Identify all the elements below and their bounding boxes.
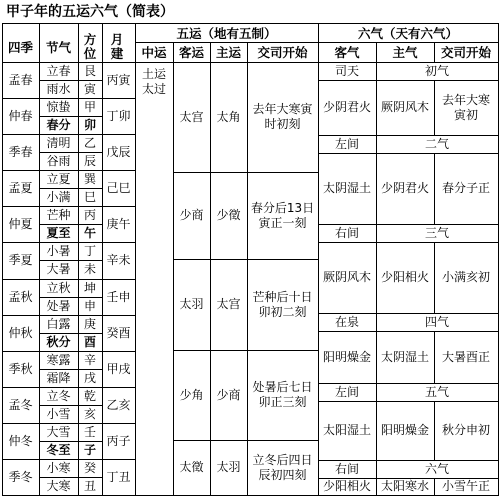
solar-term-cell: 清明 — [46, 135, 71, 150]
month-cell: 戊辰 — [106, 144, 131, 159]
solar-term-cell: 立秋 — [46, 280, 71, 295]
direction-cell: 亥 — [83, 406, 96, 421]
direction-cell: 辛 — [83, 352, 96, 367]
direction-cell: 辰 — [83, 153, 96, 168]
header-zhongyun: 中运 — [141, 44, 167, 60]
solar-term-cell: 秋分 — [46, 334, 71, 349]
keyun-cell: 太羽 — [179, 297, 204, 311]
liuqi-start-cell — [434, 153, 498, 224]
season-cell: 孟夏 — [8, 180, 33, 195]
season-cell: 孟秋 — [8, 289, 33, 304]
header-jiaosi-kaishi: 交司开始 — [257, 44, 308, 60]
keqi-cell: 少阴君火 — [322, 100, 371, 114]
header-solar-term: 节气 — [45, 39, 71, 55]
solar-term-cell: 立冬 — [46, 388, 71, 403]
wuyun-start-cell — [247, 259, 318, 350]
zhuqi-cell: 厥阴风木 — [380, 100, 429, 114]
keqi-cell: 太阳湿土 — [322, 423, 371, 437]
solar-term-cell: 处暑 — [46, 298, 71, 313]
wuyun-start-cell-line: 去年大寒寅 — [252, 102, 313, 116]
qi-position-cell: 在泉 — [334, 314, 359, 329]
qi-ordinal-cell: 六气 — [424, 461, 449, 476]
solar-term-cell: 小暑 — [46, 243, 71, 258]
direction-cell: 丙 — [83, 207, 96, 222]
header-jiaosi-kaishi-qi: 交司开始 — [440, 44, 491, 60]
solar-term-cell: 寒露 — [46, 352, 71, 367]
header-month: 月建 — [110, 32, 124, 61]
header-wuyun: 五运（地有五制） — [176, 25, 277, 41]
solar-term-cell: 冬至 — [46, 442, 71, 457]
keyun-cell: 少角 — [179, 387, 204, 402]
solar-term-cell: 小雪 — [46, 406, 71, 421]
zhuyun-cell: 太羽 — [216, 460, 241, 474]
solar-term-cell: 立夏 — [46, 171, 71, 186]
direction-cell: 甲 — [83, 99, 96, 114]
zhuyun-cell: 太宫 — [216, 297, 241, 311]
zhuyun-cell: 太角 — [216, 109, 241, 124]
qi-position-cell: 右间 — [334, 225, 359, 240]
season-cell: 季春 — [8, 144, 33, 159]
wuyun-start-cell-line: 时初刻 — [264, 117, 301, 131]
direction-cell: 巳 — [83, 189, 96, 204]
liuqi-start-cell-line: 小雪午正 — [441, 479, 490, 493]
season-cell: 仲夏 — [8, 216, 33, 231]
wuyun-start-cell-line: 春分后13日 — [250, 200, 315, 215]
month-cell: 庚午 — [106, 216, 131, 231]
solar-term-cell: 大寒 — [46, 478, 71, 493]
table-border-top — [2, 23, 499, 24]
direction-cell: 乾 — [83, 388, 96, 403]
wuyun-start-cell-line: 卯初二刻 — [258, 304, 307, 319]
direction-cell: 午 — [83, 225, 96, 240]
table-border-bottom — [2, 495, 499, 496]
liuqi-start-cell — [434, 401, 498, 460]
qi-position-cell: 左间 — [334, 384, 359, 399]
grid-line — [434, 42, 435, 63]
table-border-right — [498, 23, 499, 496]
qi-position-cell: 左间 — [334, 136, 359, 151]
keqi-cell: 太阴湿土 — [322, 181, 371, 195]
solar-term-cell: 小寒 — [46, 460, 71, 475]
grid-line — [376, 42, 377, 63]
table-title: 甲子年的五运六气（简表） — [6, 3, 174, 20]
season-cell: 季夏 — [8, 252, 33, 267]
header-direction: 方位 — [83, 32, 97, 61]
solar-term-cell: 惊蛰 — [46, 99, 71, 114]
direction-cell: 壬 — [83, 424, 96, 439]
liuqi-start-cell-line: 寅初 — [453, 107, 478, 122]
solar-term-cell: 夏至 — [46, 225, 71, 240]
month-cell: 癸酉 — [106, 325, 131, 340]
solar-term-cell: 小满 — [46, 189, 71, 204]
solar-term-cell: 立春 — [46, 63, 71, 78]
wuyun-start-cell-line: 卯正三刻 — [258, 395, 307, 409]
liuqi-start-cell — [434, 242, 498, 313]
direction-cell: 戌 — [83, 370, 96, 385]
season-cell: 仲秋 — [8, 325, 33, 340]
qi-ordinal-cell: 四气 — [424, 314, 449, 329]
wuyun-start-cell-line: 辰初四刻 — [258, 467, 307, 482]
direction-cell: 卯 — [83, 117, 96, 132]
zhuqi-cell: 少阳相火 — [380, 270, 429, 284]
wuyun-start-cell-line: 处暑后七日 — [252, 380, 313, 394]
header-keqi: 客气 — [334, 44, 360, 60]
header-keyun: 客运 — [178, 44, 204, 60]
direction-cell: 酉 — [83, 334, 96, 349]
solar-term-cell: 霜降 — [46, 370, 71, 385]
wuyun-start-cell-line: 立冬后四日 — [252, 452, 313, 467]
zhuyun-cell: 少徵 — [216, 208, 241, 222]
liuqi-start-cell — [434, 80, 498, 135]
qi-ordinal-cell: 五气 — [424, 384, 449, 399]
solar-term-cell: 白露 — [46, 316, 71, 331]
solar-term-cell: 大暑 — [46, 261, 71, 276]
header-liuqi: 六气（天有六气） — [357, 25, 458, 41]
direction-cell: 未 — [83, 261, 96, 276]
direction-cell: 子 — [83, 442, 96, 457]
qi-ordinal-cell: 初气 — [424, 63, 449, 78]
season-cell: 季冬 — [8, 469, 33, 484]
keyun-cell: 少商 — [179, 208, 204, 222]
header-zhuyun: 主运 — [215, 44, 241, 60]
season-cell: 孟冬 — [8, 397, 33, 412]
month-cell: 甲戌 — [106, 361, 131, 376]
month-cell: 丁丑 — [106, 469, 131, 484]
liuqi-start-cell-line: 秋分申初 — [441, 423, 490, 437]
month-cell: 丁卯 — [106, 108, 131, 123]
liuqi-start-cell-line: 去年大寒 — [441, 92, 490, 107]
direction-cell: 丑 — [83, 478, 96, 493]
direction-cell: 乙 — [83, 135, 96, 150]
zhuqi-cell: 太阴湿土 — [380, 349, 429, 364]
zhongyun-cell — [135, 64, 173, 100]
direction-cell: 坤 — [83, 280, 96, 295]
liuqi-start-cell-line: 大暑酉正 — [441, 349, 490, 364]
keyun-cell: 太宫 — [179, 109, 204, 124]
zhongyun-cell-line: 土运 — [141, 67, 166, 81]
zhuyun-cell: 少商 — [216, 387, 241, 402]
wuyun-start-cell-line: 寅正一刻 — [258, 215, 307, 230]
month-cell: 丙子 — [106, 433, 131, 448]
wuyun-start-cell-line: 芒种后十日 — [252, 289, 313, 304]
solar-term-cell: 雨水 — [46, 81, 71, 96]
season-cell: 仲春 — [8, 108, 33, 123]
direction-cell: 丁 — [83, 243, 96, 258]
zhuqi-cell: 阳明燥金 — [380, 423, 429, 437]
wuyun-start-cell — [247, 62, 318, 172]
zhongyun-cell-line: 太过 — [141, 82, 166, 96]
keqi-cell: 厥阴风木 — [322, 270, 371, 284]
qi-ordinal-cell: 二气 — [424, 136, 449, 151]
solar-term-cell: 芒种 — [46, 207, 71, 222]
month-cell: 壬申 — [106, 289, 131, 304]
header-zhuqi: 主气 — [392, 44, 418, 60]
liuqi-start-cell — [434, 331, 498, 383]
qi-ordinal-cell: 三气 — [424, 225, 449, 240]
direction-cell: 寅 — [83, 81, 96, 96]
solar-term-cell: 大雪 — [46, 424, 71, 439]
solar-term-cell: 春分 — [46, 117, 71, 132]
season-cell: 孟春 — [8, 72, 33, 87]
month-cell: 丙寅 — [106, 72, 131, 87]
keqi-cell: 阳明燥金 — [322, 349, 371, 364]
keqi-cell: 少阳相火 — [322, 479, 371, 493]
zhuqi-cell: 太阳寒水 — [380, 479, 429, 493]
season-cell: 仲冬 — [8, 433, 33, 448]
header-season: 四季 — [7, 39, 33, 55]
header-subdivider — [135, 42, 499, 43]
qi-position-cell: 司天 — [334, 63, 359, 78]
qi-position-cell: 右间 — [334, 461, 359, 476]
direction-cell: 艮 — [83, 63, 96, 78]
direction-cell: 巽 — [83, 171, 96, 186]
season-cell: 季秋 — [8, 361, 33, 376]
wuyun-start-cell — [247, 172, 318, 259]
zhuqi-cell: 少阴君火 — [380, 181, 429, 195]
month-cell: 辛未 — [106, 252, 131, 267]
direction-cell: 癸 — [83, 460, 96, 475]
liuqi-start-cell-line: 春分子正 — [441, 181, 490, 195]
wuyun-start-cell — [247, 350, 318, 440]
direction-cell: 庚 — [83, 316, 96, 331]
direction-cell: 申 — [83, 298, 96, 313]
keyun-cell: 太徵 — [179, 460, 204, 474]
liuqi-start-cell — [434, 478, 498, 495]
solar-term-cell: 谷雨 — [46, 153, 71, 168]
month-cell: 己巳 — [106, 180, 131, 195]
liuqi-start-cell-line: 小满亥初 — [441, 270, 490, 284]
wuyun-start-cell — [247, 440, 318, 495]
month-cell: 乙亥 — [106, 397, 131, 412]
